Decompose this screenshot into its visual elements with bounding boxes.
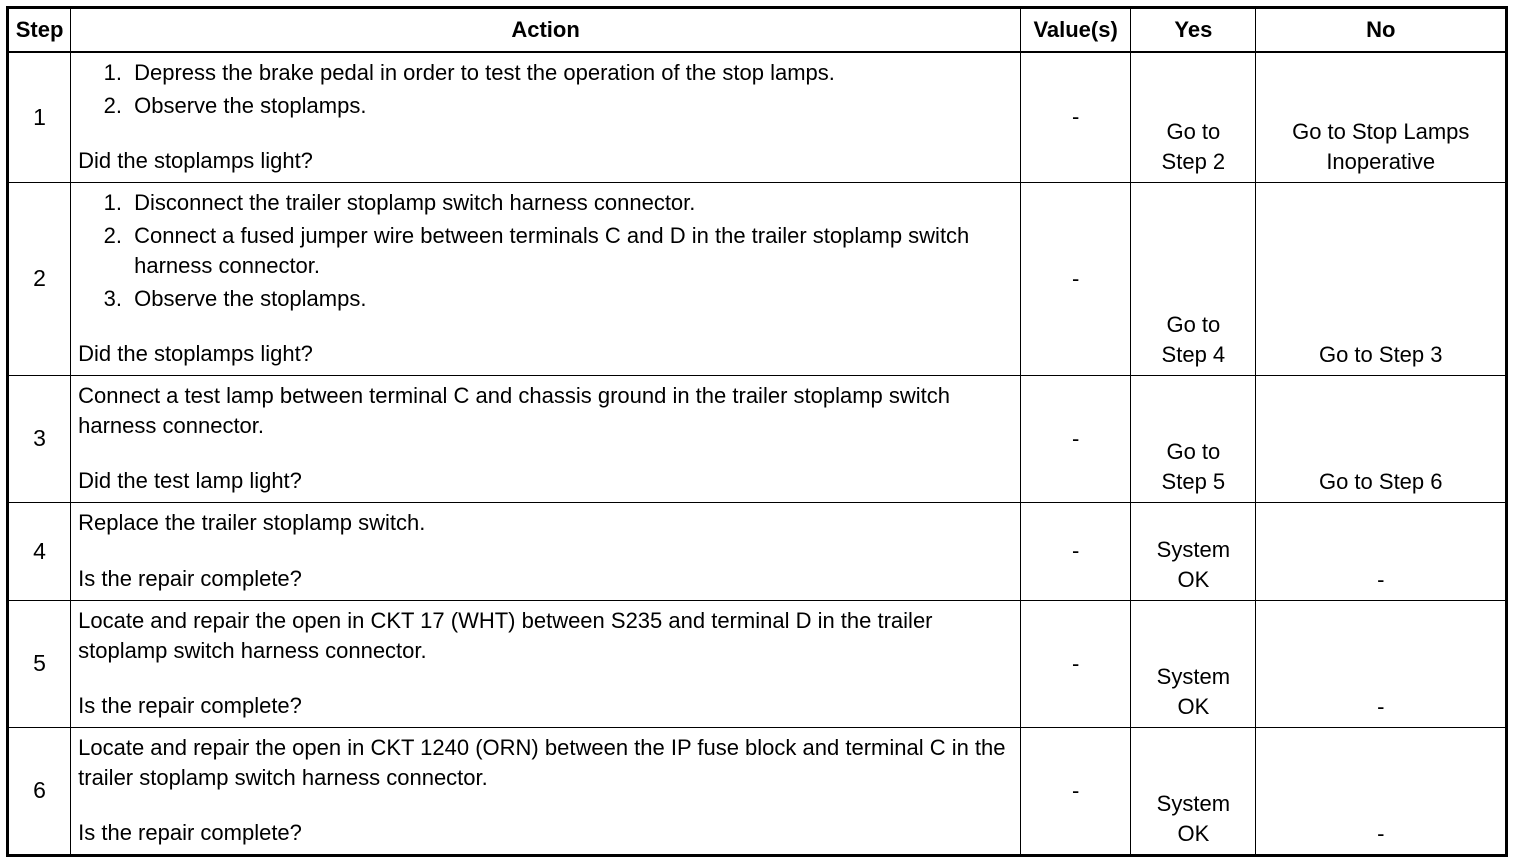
action-text: Replace the trailer stoplamp switch. <box>78 509 426 535</box>
no-line: Go to Step 6 <box>1318 468 1443 494</box>
yes-line: Go to <box>1166 438 1221 464</box>
action-question: Did the test lamp light? <box>78 467 302 493</box>
header-row <box>8 8 1507 53</box>
step-number: 1 <box>8 52 71 182</box>
action-text: Locate and repair the open in CKT 1240 (ORN) between the IP fuse block and terminal C in the trailer stoplamp switch harness connector. <box>78 734 1006 790</box>
step-number: 5 <box>8 600 71 727</box>
table-row <box>8 727 1507 855</box>
yes-line: Go to <box>1166 118 1221 144</box>
value-cell: - <box>1021 182 1131 375</box>
step-number: 2 <box>8 182 71 375</box>
no-cell <box>1256 727 1507 855</box>
yes-line: Step 2 <box>1161 148 1226 174</box>
value-cell: - <box>1021 52 1131 182</box>
header-yes: Yes <box>1131 8 1256 53</box>
header-action: Action <box>71 8 1021 53</box>
no-cell <box>1256 182 1507 375</box>
step-number: 6 <box>8 727 71 855</box>
action-cell <box>71 727 1021 855</box>
no-cell <box>1256 52 1507 182</box>
action-cell <box>71 182 1021 375</box>
no-line: - <box>1377 566 1385 592</box>
action-steps <box>78 188 1012 317</box>
action-cell <box>71 52 1021 182</box>
action-cell <box>71 600 1021 727</box>
action-step: 1. Disconnect the trailer stoplamp switch harness connector. <box>128 188 1012 218</box>
no-line: - <box>1377 693 1385 719</box>
table-row <box>8 375 1507 502</box>
action-question: Is the repair complete? <box>78 565 302 591</box>
value-cell: - <box>1021 502 1131 600</box>
yes-line: OK <box>1177 566 1210 592</box>
header-no: No <box>1256 8 1507 53</box>
action-step: 2. Connect a fused jumper wire between terminals C and D in the trailer stoplamp switch harness connector. <box>128 221 1012 281</box>
no-line: Go to Stop Lamps <box>1292 118 1470 144</box>
yes-line: Go to <box>1166 311 1221 337</box>
yes-line: OK <box>1177 820 1210 846</box>
action-question: Is the repair complete? <box>78 819 302 845</box>
table-row <box>8 502 1507 600</box>
no-cell <box>1256 375 1507 502</box>
yes-cell <box>1131 52 1256 182</box>
value-cell: - <box>1021 727 1131 855</box>
yes-cell <box>1131 502 1256 600</box>
no-cell <box>1256 600 1507 727</box>
step-number: 4 <box>8 502 71 600</box>
action-step: 1. Depress the brake pedal in order to test the operation of the stop lamps. <box>128 58 1012 88</box>
action-question: Is the repair complete? <box>78 692 302 718</box>
action-question: Did the stoplamps light? <box>78 147 313 173</box>
table-row <box>8 182 1507 375</box>
diagnostic-table <box>6 6 1508 857</box>
no-line: Go to Step 3 <box>1318 341 1443 367</box>
action-question: Did the stoplamps light? <box>78 340 313 366</box>
action-text: Connect a test lamp between terminal C and chassis ground in the trailer stoplamp switch harness connector. <box>78 382 951 438</box>
yes-line: OK <box>1177 693 1210 719</box>
header-step: Step <box>8 8 71 53</box>
step-number: 3 <box>8 375 71 502</box>
no-line: - <box>1377 820 1385 846</box>
value-cell: - <box>1021 375 1131 502</box>
yes-line: Step 4 <box>1161 341 1226 367</box>
yes-line: System <box>1156 663 1231 689</box>
yes-cell <box>1131 182 1256 375</box>
yes-cell <box>1131 600 1256 727</box>
table-row <box>8 52 1507 182</box>
yes-cell <box>1131 727 1256 855</box>
no-cell <box>1256 502 1507 600</box>
no-line: Inoperative <box>1326 148 1436 174</box>
action-cell <box>71 502 1021 600</box>
action-steps <box>78 58 1012 124</box>
action-cell <box>71 375 1021 502</box>
action-step: 3. Observe the stoplamps. <box>128 284 1012 314</box>
action-text: Locate and repair the open in CKT 17 (WHT) between S235 and terminal D in the trailer stoplamp switch harness connector. <box>78 607 933 663</box>
yes-line: System <box>1156 536 1231 562</box>
table-row <box>8 600 1507 727</box>
yes-line: System <box>1156 790 1231 816</box>
value-cell: - <box>1021 600 1131 727</box>
yes-line: Step 5 <box>1161 468 1226 494</box>
header-values: Value(s) <box>1021 8 1131 53</box>
action-step: 2. Observe the stoplamps. <box>128 91 1012 121</box>
yes-cell <box>1131 375 1256 502</box>
